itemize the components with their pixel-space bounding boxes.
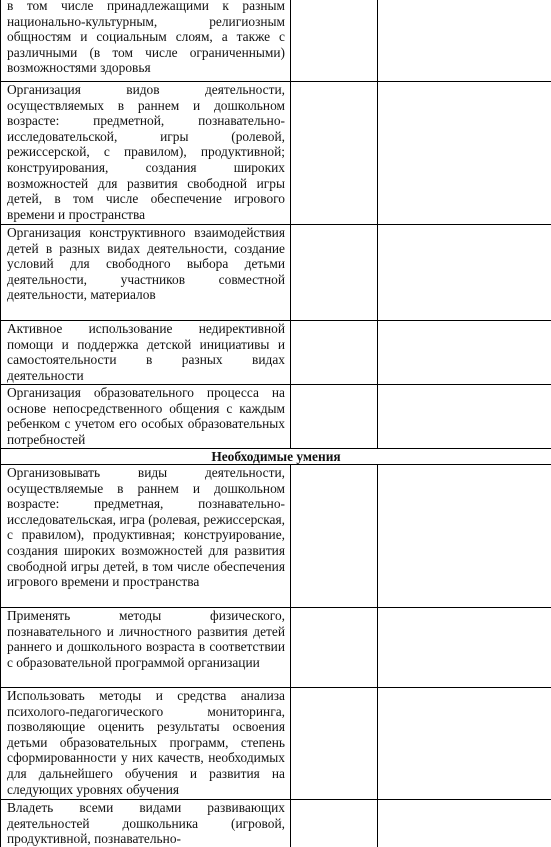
empty-cell [291,465,378,608]
skill-cell [1,800,291,847]
requirement-cell [1,385,291,449]
table-row [1,800,551,847]
skill-text: Организовывать виды деятельности, осуществляемые в раннем и дошкольном возрасте: предметная, познавательно-исследовательская, игра (ролевая, режиссерская, с правилом), продуктивная; конструирование, создания широких возможностей для развития свободной игры детей, в том числе обеспечения игрового времени и пространства [7,465,285,590]
requirement-text: Активное использование недирективной помощи и поддержка детской инициативы и самостоятельности в разных видах деятельности [7,321,285,383]
table-row [1,465,551,608]
empty-cell [378,82,551,225]
empty-cell [291,688,378,800]
skill-text: Владеть всеми видами развивающих деятельностей дошкольника (игровой, продуктивной, познавательно- [7,800,285,847]
requirement-text: Организация конструктивного взаимодействия детей в разных видах деятельности, создание условий для свободного выбора детьми деятельности, участников совместной деятельности, материалов [7,225,285,303]
table-row [1,385,551,449]
empty-cell [378,0,551,82]
requirement-cell [1,225,291,321]
empty-cell [291,82,378,225]
table-row [1,688,551,800]
empty-cell [378,465,551,608]
requirement-text: Организация образовательного процесса на основе непосредственного общения с каждым ребенком с учетом его особых образовательных потребностей [7,385,285,447]
requirement-text: Организация видов деятельности, осуществляемых в раннем и дошкольном возрасте: предметной, познавательно-исследовательской, игры (ролевой, режиссерской, с правилом), продуктивной; конструирования, создания широких возможностей для развития свободной игры детей, в том числе обеспечение игрового времени и пространства [7,82,285,222]
table-row [1,225,551,321]
table-row [1,0,551,82]
requirement-cell [1,82,291,225]
requirement-cell [1,0,291,82]
skill-cell [1,608,291,688]
empty-cell [378,385,551,449]
empty-cell [378,608,551,688]
empty-cell [291,225,378,321]
empty-cell [291,800,378,847]
empty-cell [378,800,551,847]
table-row [1,608,551,688]
empty-cell [291,608,378,688]
skill-cell [1,465,291,608]
empty-cell [378,321,551,385]
empty-cell [291,385,378,449]
table-row [1,82,551,225]
skill-cell [1,688,291,800]
section-header-row [1,449,551,465]
requirement-cell [1,321,291,385]
empty-cell [291,321,378,385]
skill-text: Применять методы физического, познавательного и личностного развития детей раннего и дошкольного возраста в соответствии с образовательной программой организации [7,608,285,670]
requirement-text: в том числе принадлежащими к разным национально-культурным, религиозным общностям и социальным слоям, а также с различными (в том числе ограниченными) возможностями здоровья [7,0,285,76]
skill-text: Использовать методы и средства анализа психолого-педагогического мониторинга, позволяющие оценить результаты освоения детьми образовательных программ, степень сформированности у них качеств, необходимых для дальнейшего обучения и развития на следующих уровнях обучения [7,688,285,797]
empty-cell [378,688,551,800]
empty-cell [291,0,378,82]
section-header: Необходимые умения [1,449,551,465]
table-row [1,321,551,385]
empty-cell [378,225,551,321]
